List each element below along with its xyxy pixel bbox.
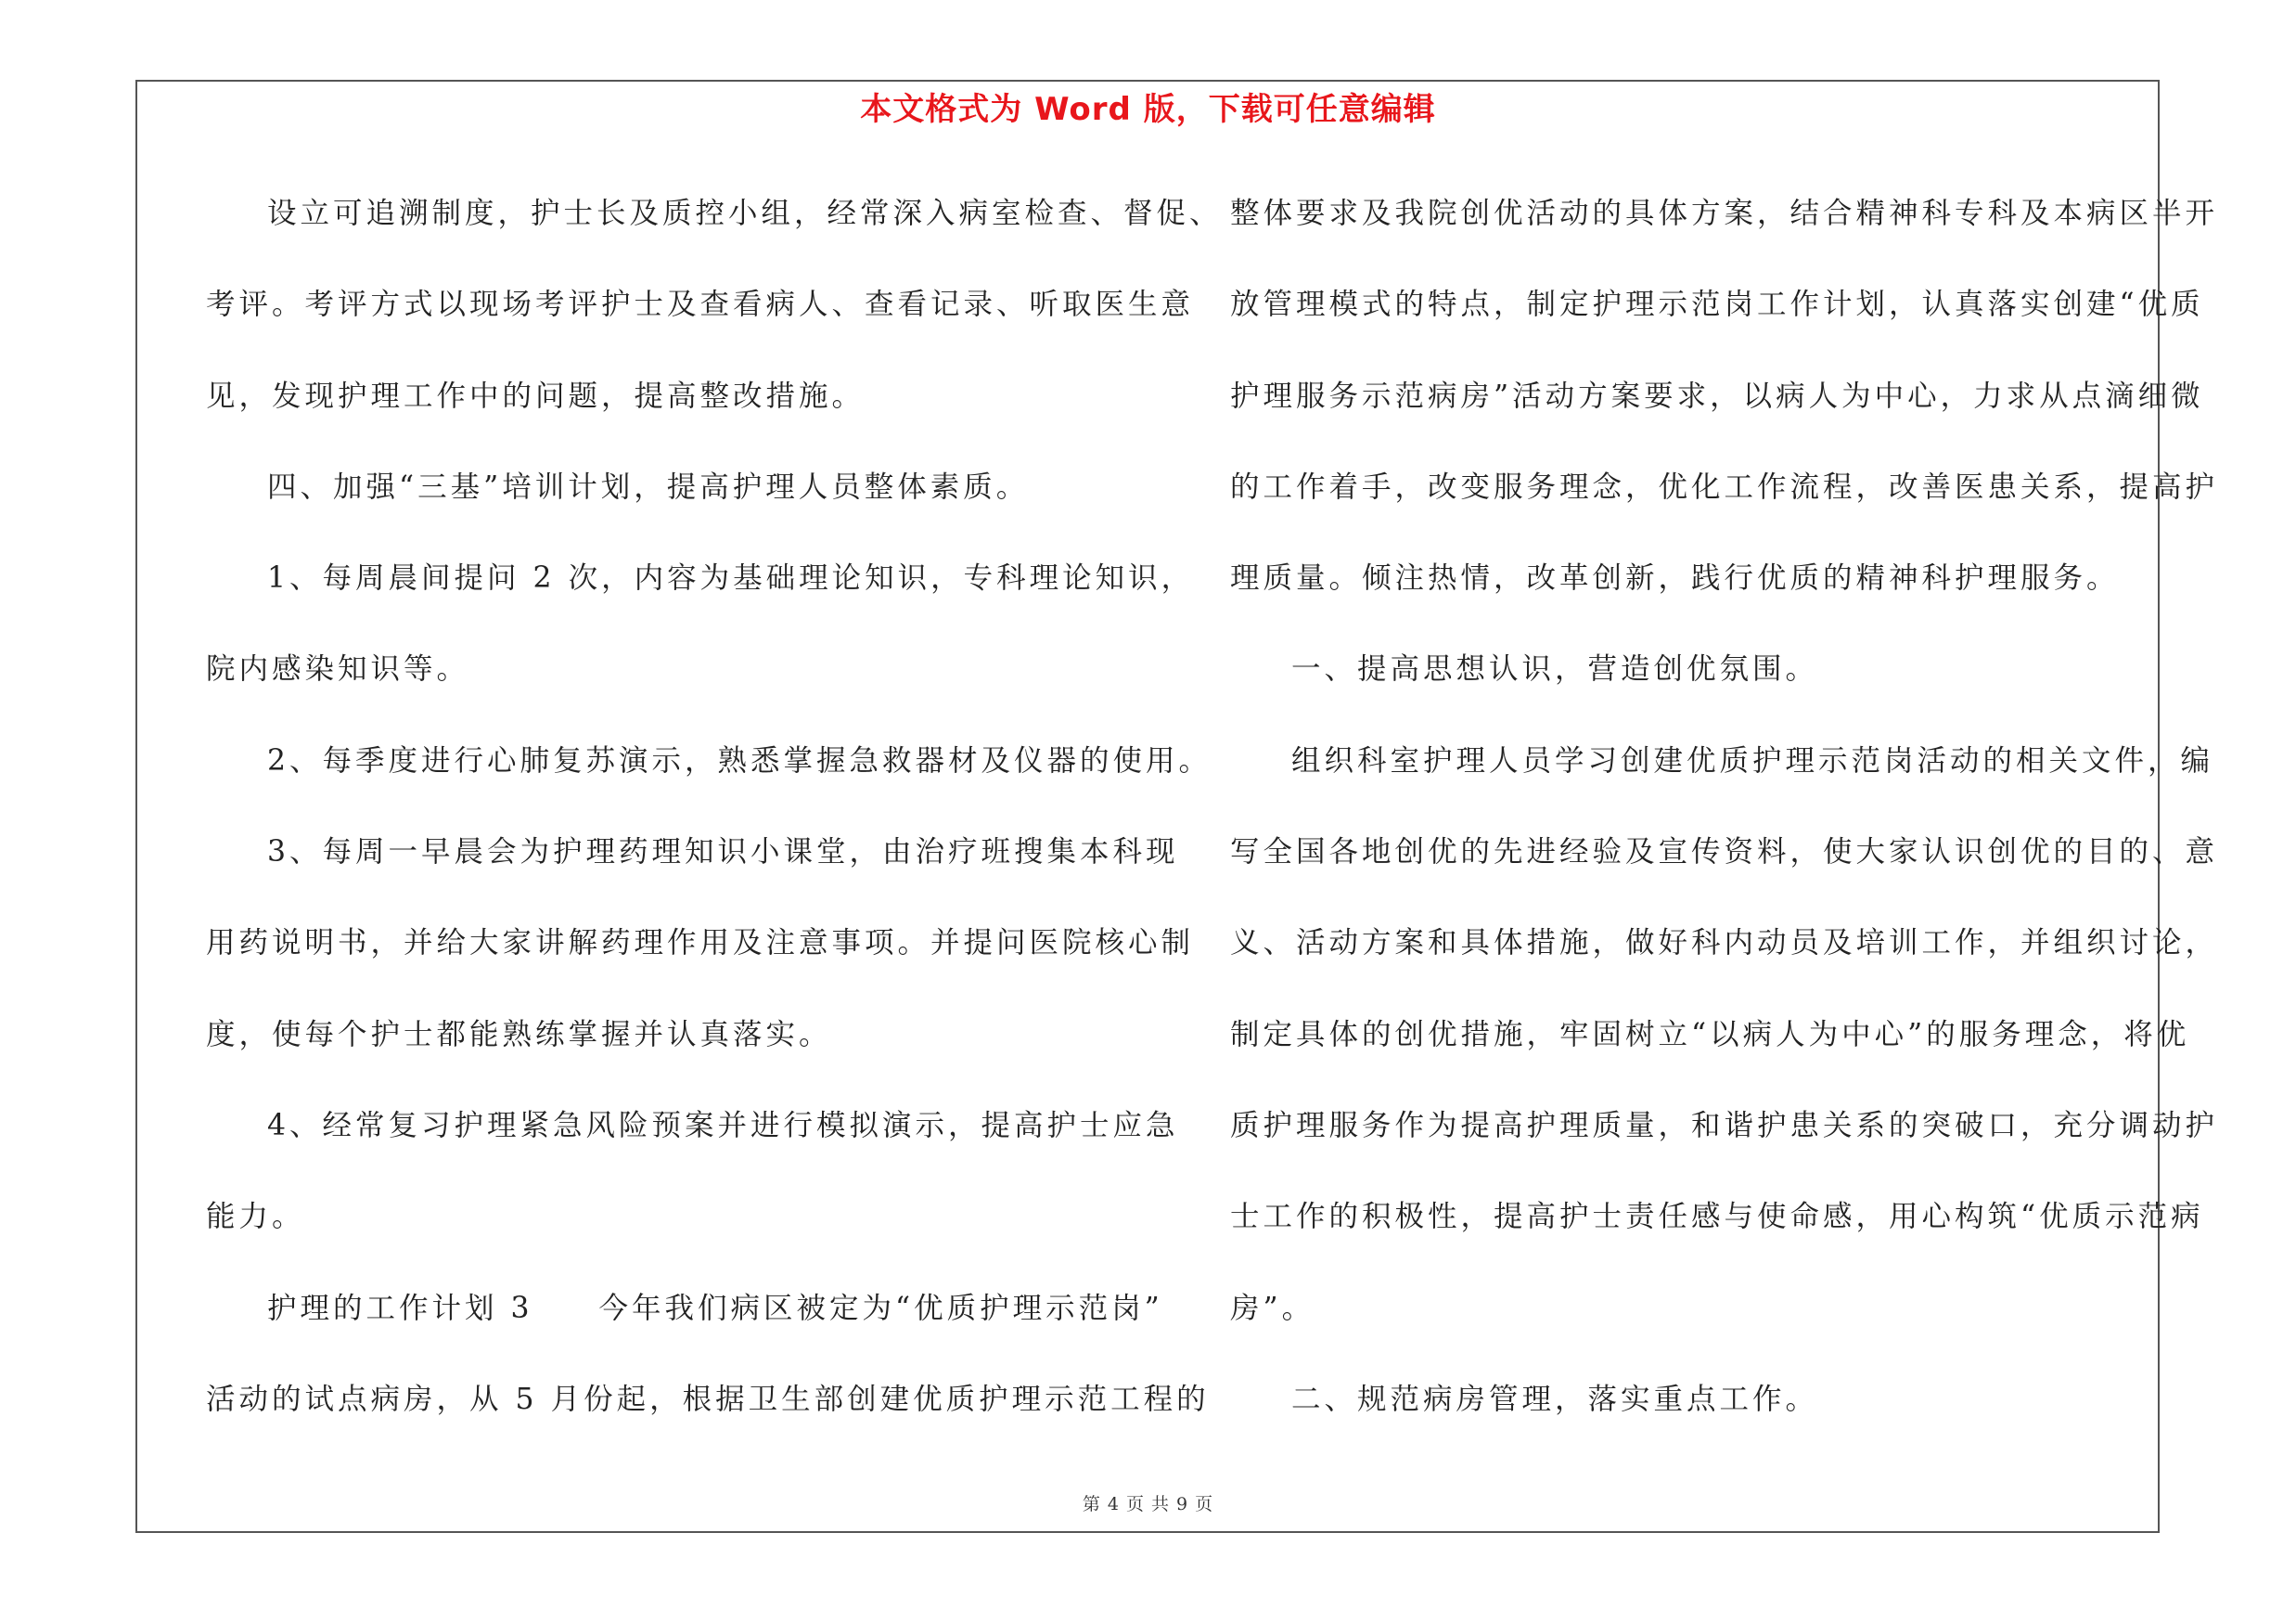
page-number: 第 4 页 共 9 页 (1082, 1494, 1214, 1514)
text-line: 能力。 (206, 1200, 305, 1234)
text-line: 的工作着手，改变服务理念，优化工作流程，改善医患关系，提高护 (1230, 470, 2219, 504)
text-line: 院内感染知识等。 (206, 652, 470, 687)
right-column (1230, 181, 2219, 1458)
text-line: 3、每周一早晨会为护理药理知识小课堂，由治疗班搜集本科现 (267, 835, 1179, 869)
text-line: 四、加强“三基”培训计划，提高护理人员整体素质。 (267, 470, 1030, 504)
text-line: 1、每周晨间提问 2 次，内容为基础理论知识，专科理论知识， (267, 561, 1195, 596)
text-line: 整体要求及我院创优活动的具体方案，结合精神科专科及本病区半开 (1230, 197, 2219, 230)
text-line: 度，使每个护士都能熟练掌握并认真落实。 (206, 1017, 832, 1051)
text-line: 护理服务示范病房”活动方案要求，以病人为中心，力求从点滴细微 (1230, 379, 2204, 413)
text-line: 二、规范病房管理，落实重点工作。 (1291, 1382, 1819, 1416)
text-line: 组织科室护理人员学习创建优质护理示范岗活动的相关文件，编 (1291, 743, 2214, 778)
text-line: 房”。 (1230, 1291, 1315, 1325)
text-line: 质护理服务作为提高护理质量，和谐护患关系的突破口，充分调动护 (1230, 1108, 2219, 1142)
word-format-banner: 本文格式为 Word 版，下载可任意编辑 (860, 91, 1436, 128)
text-line: 制定具体的创优措施，牢固树立“以病人为中心”的服务理念，将优 (1230, 1017, 2190, 1051)
text-line: 用药说明书，并给大家讲解药理作用及注意事项。并提问医院核心制 (206, 926, 1195, 960)
text-line: 考评。考评方式以现场考评护士及查看病人、查看记录、听取医生意 (206, 288, 1195, 322)
text-line: 放管理模式的特点，制定护理示范岗工作计划，认真落实创建“优质 (1230, 288, 2204, 322)
text-line: 理质量。倾注热情，改革创新，践行优质的精神科护理服务。 (1230, 561, 2120, 596)
text-line: 义、活动方案和具体措施，做好科内动员及培训工作，并组织讨论， (1230, 926, 2219, 960)
text-line: 活动的试点病房，从 5 月份起，根据卫生部创建优质护理示范工程的 (206, 1382, 1210, 1416)
text-line: 士工作的积极性，提高护士责任感与使命感，用心构筑“优质示范病 (1230, 1200, 2204, 1234)
text-line: 4、经常复习护理紧急风险预案并进行模拟演示，提高护士应急 (267, 1108, 1179, 1142)
text-line: 设立可追溯制度，护士长及质控小组，经常深入病室检查、督促、 (267, 197, 1223, 230)
text-line: 2、每季度进行心肺复苏演示，熟悉掌握急救器材及仪器的使用。 (267, 743, 1212, 778)
text-line: 写全国各地创优的先进经验及宣传资料，使大家认识创优的目的、意 (1230, 835, 2219, 869)
text-line: 一、提高思想认识，营造创优氛围。 (1291, 652, 1819, 687)
text-line: 见，发现护理工作中的问题，提高整改措施。 (206, 379, 866, 413)
text-line: 护理的工作计划 3 今年我们病区被定为“优质护理示范岗” (267, 1291, 1163, 1325)
left-column (206, 181, 1223, 1458)
